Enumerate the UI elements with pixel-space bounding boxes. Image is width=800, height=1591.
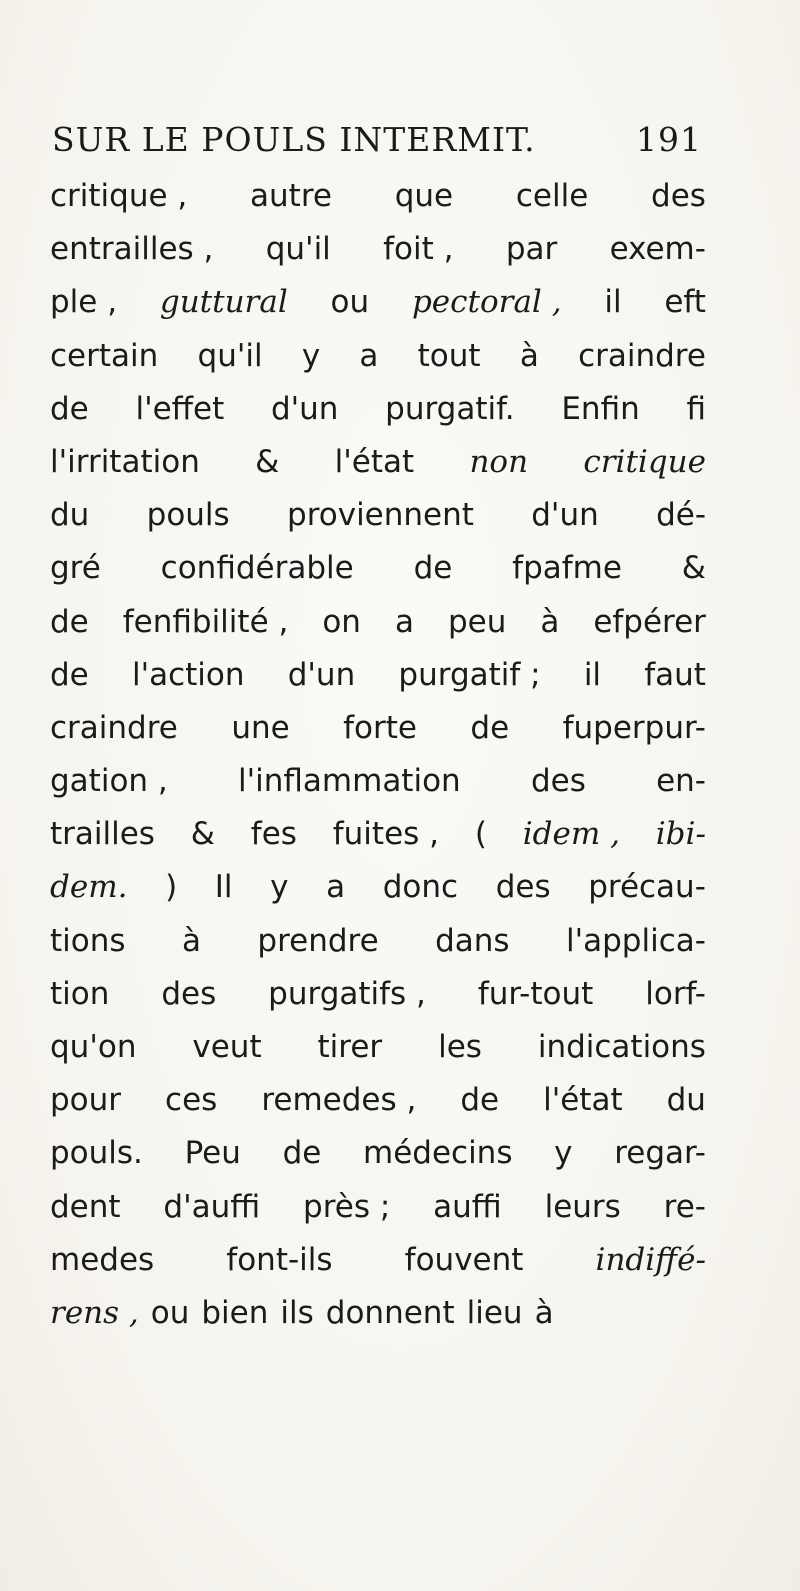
word: tout — [417, 337, 481, 374]
word: de — [50, 390, 89, 427]
word: fi — [686, 390, 706, 427]
word: trailles — [50, 816, 155, 853]
word: eft — [664, 284, 706, 321]
word: de — [460, 1082, 500, 1119]
word: près ; — [303, 1188, 391, 1225]
text-line — [50, 861, 706, 914]
word: donnent — [325, 1294, 455, 1331]
word: y — [301, 337, 321, 374]
word: efpérer — [593, 603, 706, 640]
word: fouvent — [404, 1241, 524, 1278]
word: y — [554, 1135, 573, 1172]
word: a — [394, 603, 414, 640]
text-line — [50, 276, 706, 329]
body-text — [50, 170, 706, 1340]
word: fuites , — [332, 816, 439, 853]
word: gation , — [50, 763, 168, 800]
word: ( — [474, 816, 487, 853]
word: l'action — [131, 656, 245, 693]
word: confidérable — [160, 550, 354, 587]
text-line — [50, 330, 706, 383]
word: l'état — [334, 443, 415, 480]
word: dé- — [656, 497, 706, 534]
text-line — [50, 542, 706, 595]
word: pouls. — [50, 1135, 143, 1172]
word: les — [438, 1029, 482, 1065]
word: d'un — [531, 497, 599, 534]
word: dent — [50, 1188, 121, 1225]
word: purgatifs , — [268, 975, 426, 1012]
word: de — [470, 709, 510, 746]
word: proviennent — [287, 497, 474, 534]
word: donc — [382, 869, 459, 906]
word: celle — [515, 178, 589, 214]
word: de — [413, 550, 453, 587]
word: à — [534, 1294, 554, 1331]
word: y — [270, 869, 289, 906]
word: foit , — [383, 231, 454, 268]
word: ou — [330, 284, 370, 321]
word: lieu — [466, 1294, 523, 1331]
word: a — [326, 869, 346, 906]
word: d'auffi — [163, 1188, 261, 1225]
word: medes — [50, 1241, 155, 1278]
word: remedes , — [261, 1082, 417, 1119]
word: font-ils — [226, 1241, 333, 1278]
page-number: 191 — [636, 120, 702, 159]
word: auffi — [433, 1188, 502, 1225]
word: Enfin — [561, 390, 640, 427]
word: entrailles , — [50, 231, 214, 268]
word: l'irritation — [50, 443, 200, 480]
word: & — [255, 443, 280, 480]
word: bien — [201, 1294, 269, 1331]
running-header — [52, 120, 702, 159]
word: des — [495, 869, 551, 906]
word: Peu — [184, 1135, 241, 1172]
word: de — [50, 603, 89, 640]
word: purgatif ; — [398, 656, 541, 693]
word: tirer — [317, 1029, 383, 1065]
word: pour — [50, 1082, 122, 1119]
word: pectoral , — [411, 284, 562, 321]
word: veut — [192, 1029, 262, 1065]
word: critique — [583, 443, 706, 480]
text-line — [50, 596, 706, 649]
word: d'un — [287, 656, 356, 693]
text-line — [50, 1287, 706, 1340]
text-line — [50, 383, 706, 436]
word: fpafme — [512, 550, 622, 587]
word: faut — [644, 656, 706, 693]
word: autre — [250, 178, 332, 214]
word: ple , — [50, 284, 118, 321]
word: & — [681, 550, 706, 587]
word: Il — [214, 869, 233, 906]
text-line — [50, 1181, 706, 1234]
word: à — [540, 603, 560, 640]
word: leurs — [544, 1188, 621, 1225]
text-line — [50, 1234, 706, 1287]
word: qu'il — [265, 231, 331, 268]
word: craindre — [578, 337, 706, 374]
word: à — [181, 922, 201, 959]
text-line — [50, 1074, 706, 1127]
word: prendre — [257, 922, 379, 959]
word: craindre — [50, 709, 178, 746]
text-line — [50, 649, 706, 702]
word: gré — [50, 550, 101, 587]
word: fenfibilité , — [122, 603, 289, 640]
text-line — [50, 170, 706, 223]
word: des — [651, 178, 706, 214]
word: l'état — [543, 1082, 623, 1119]
word: pouls — [146, 497, 230, 534]
text-line — [50, 808, 706, 861]
word: lorf- — [645, 975, 706, 1012]
word: l'effet — [135, 390, 225, 427]
word: il — [583, 656, 602, 693]
word: & — [190, 816, 215, 853]
word: des — [161, 975, 217, 1012]
text-line — [50, 1021, 706, 1074]
word: du — [666, 1082, 706, 1119]
word: forte — [343, 709, 417, 746]
word: qu'on — [50, 1029, 137, 1065]
word: exem- — [609, 231, 706, 268]
word: fes — [250, 816, 297, 853]
word: de — [50, 656, 89, 693]
word: re- — [663, 1188, 706, 1225]
word: dem. — [50, 869, 128, 906]
word: indiffé- — [595, 1241, 706, 1278]
word: précau- — [588, 869, 706, 906]
text-line — [50, 755, 706, 808]
word: une — [231, 709, 290, 746]
word: purgatif. — [385, 390, 515, 427]
word: que — [394, 178, 454, 214]
word: de — [282, 1135, 322, 1172]
word: ces — [165, 1082, 218, 1119]
word: ils — [280, 1294, 314, 1331]
word: fur-tout — [477, 975, 594, 1012]
word: à — [519, 337, 539, 374]
word: on — [322, 603, 361, 640]
word: du — [50, 497, 90, 534]
word: indications — [537, 1029, 706, 1065]
word: l'inflammation — [238, 763, 461, 800]
word: idem , — [522, 816, 620, 853]
word: a — [359, 337, 379, 374]
word: regar- — [614, 1135, 706, 1172]
text-line — [50, 223, 706, 276]
word: dans — [435, 922, 510, 959]
word: l'applica- — [566, 922, 706, 959]
running-title: SUR LE POULS INTERMIT. — [52, 120, 536, 159]
word: tions — [50, 922, 126, 959]
text-line — [50, 968, 706, 1021]
word: des — [530, 763, 586, 800]
word: ou — [150, 1294, 190, 1331]
text-line — [50, 702, 706, 755]
word: il — [604, 284, 622, 321]
text-line — [50, 436, 706, 489]
word: non — [469, 443, 529, 480]
word: guttural — [159, 284, 288, 321]
word: en- — [656, 763, 706, 800]
word: certain — [50, 337, 159, 374]
word: peu — [447, 603, 507, 640]
word: ) — [165, 869, 178, 906]
word: médecins — [363, 1135, 513, 1172]
word: rens , — [50, 1294, 139, 1331]
word: critique , — [50, 178, 188, 214]
text-line — [50, 489, 706, 542]
word: d'un — [270, 390, 339, 427]
text-line — [50, 1127, 706, 1180]
word: qu'il — [197, 337, 263, 374]
word: par — [505, 231, 558, 268]
word: ibi- — [655, 816, 706, 853]
word: fuperpur- — [562, 709, 706, 746]
word: tion — [50, 975, 110, 1012]
text-line — [50, 915, 706, 968]
